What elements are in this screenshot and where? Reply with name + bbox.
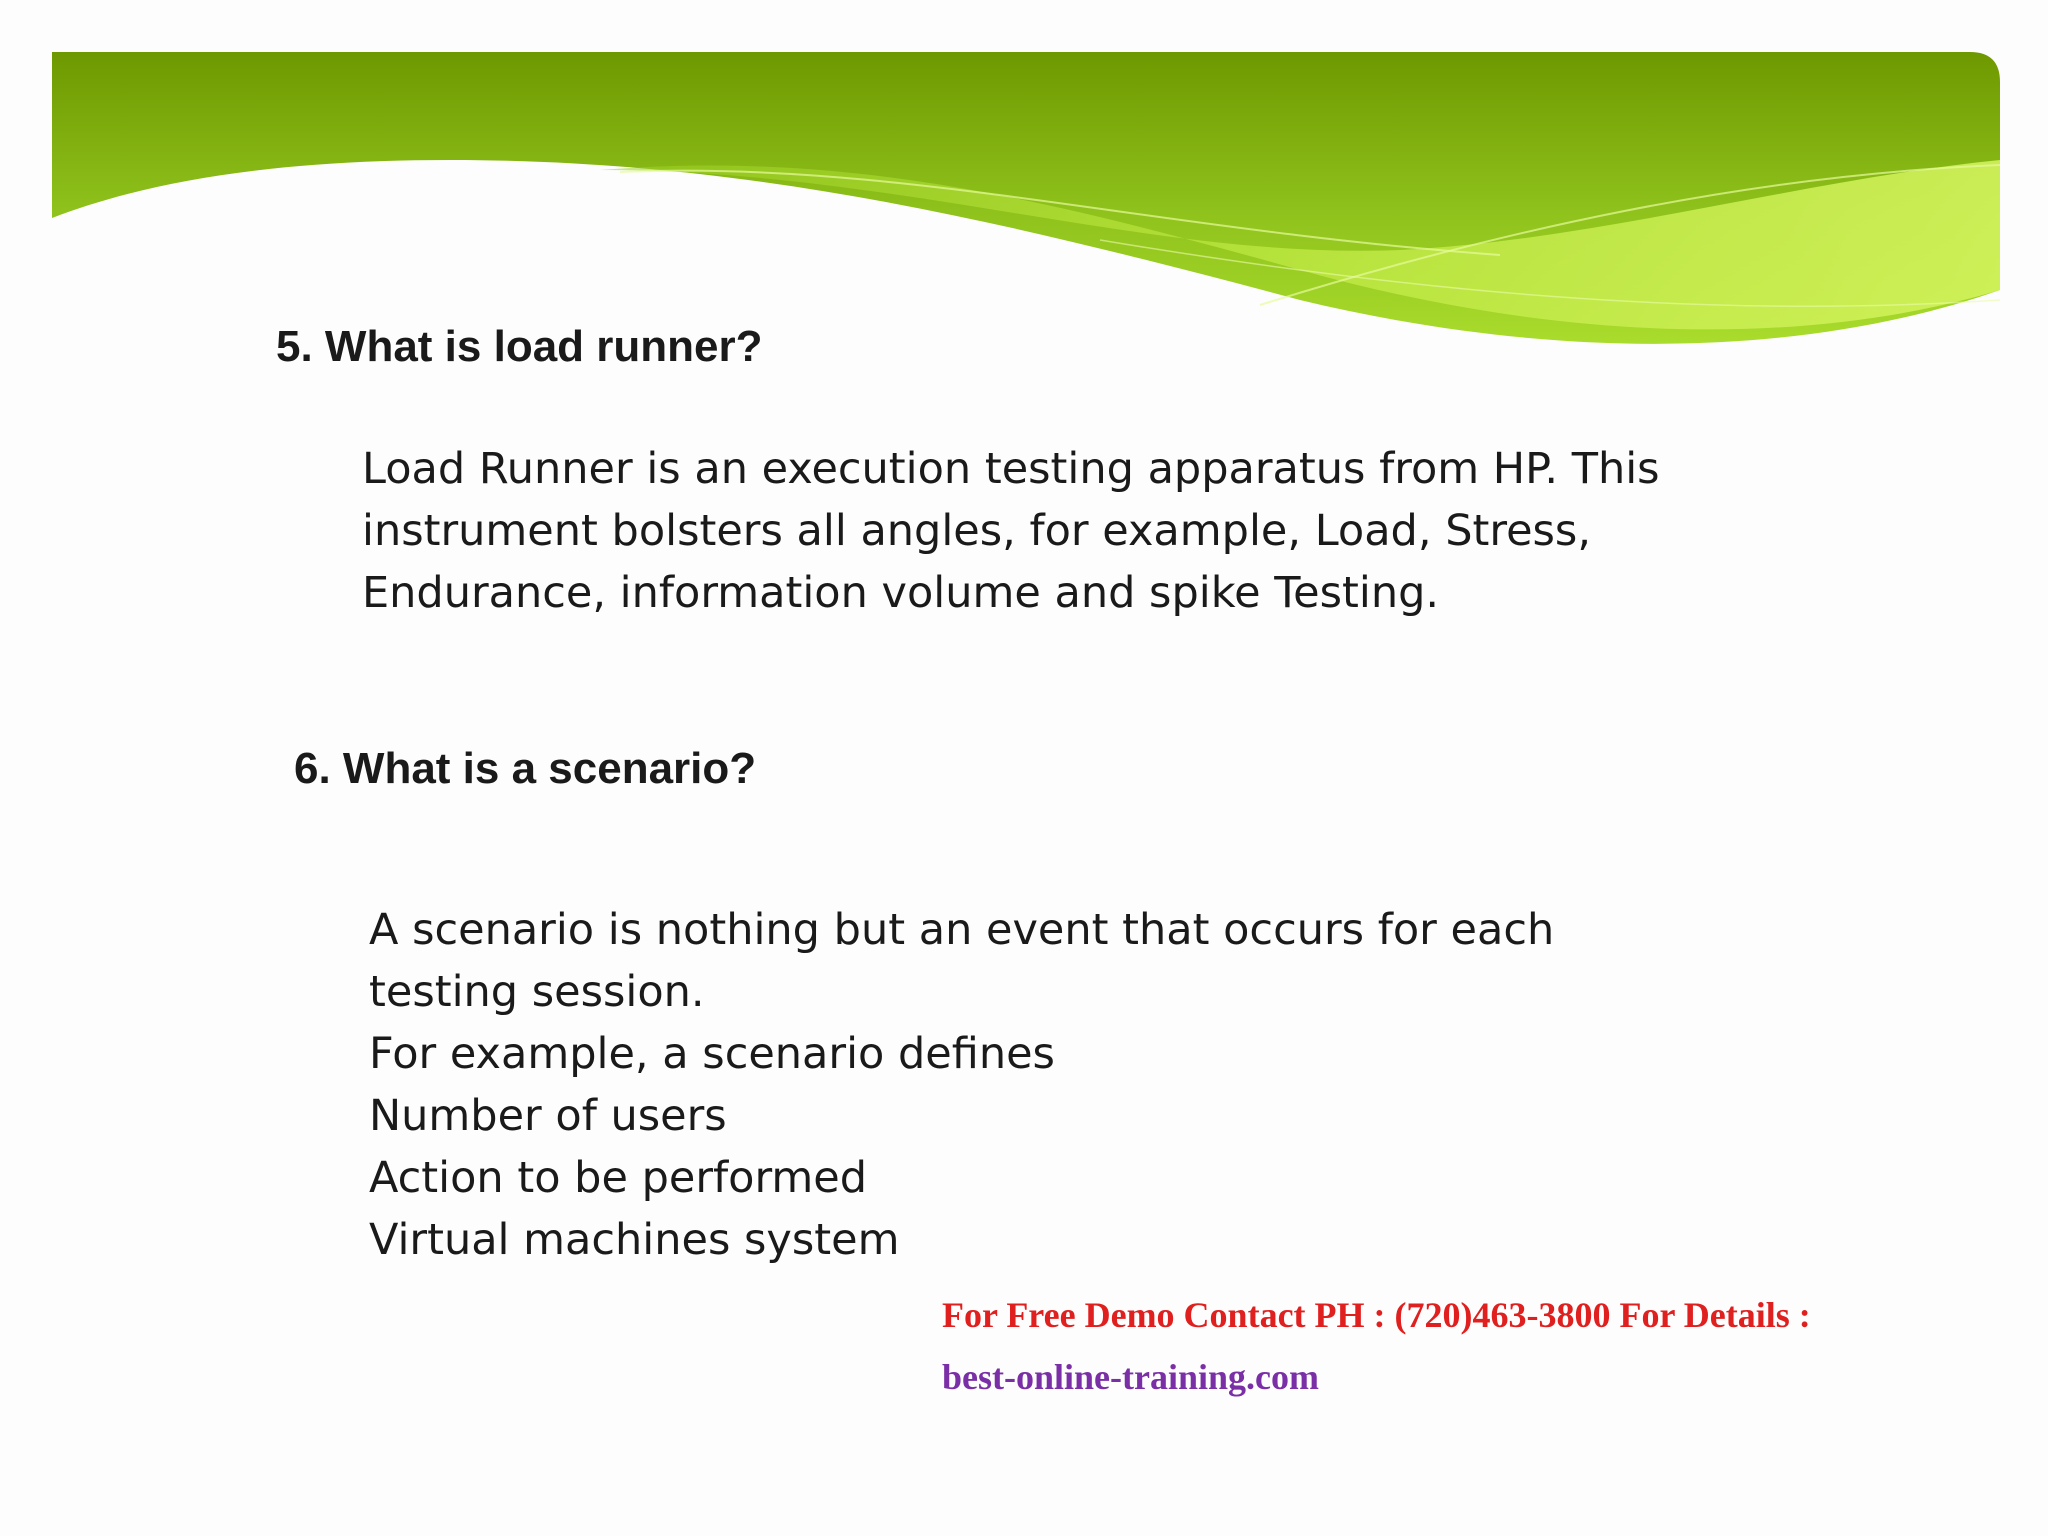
green-wave-banner bbox=[0, 0, 2048, 360]
section5-line: instrument bolsters all angles, for example, Load, Stress, bbox=[362, 506, 1592, 556]
section6-line: testing session. bbox=[369, 967, 705, 1017]
section6-line: Action to be performed bbox=[369, 1153, 868, 1203]
section5-heading: 5. What is load runner? bbox=[276, 322, 763, 371]
section6-line: Number of users bbox=[369, 1091, 727, 1141]
section6-body bbox=[369, 899, 1554, 1271]
section6-line: A scenario is nothing but an event that occurs for each bbox=[369, 905, 1555, 955]
section5-line: Load Runner is an execution testing apparatus from HP. This bbox=[362, 444, 1660, 494]
section6-heading: 6. What is a scenario? bbox=[294, 744, 757, 793]
section6-line: For example, a scenario defines bbox=[369, 1029, 1055, 1079]
section5-line: Endurance, information volume and spike Testing. bbox=[362, 568, 1440, 618]
contact-line: For Free Demo Contact PH : (720)463-3800 For Details : bbox=[942, 1295, 1811, 1335]
section5-body bbox=[362, 438, 1660, 624]
website-link[interactable]: best-online-training.com bbox=[942, 1357, 1319, 1397]
section6-line: Virtual machines system bbox=[369, 1215, 900, 1265]
